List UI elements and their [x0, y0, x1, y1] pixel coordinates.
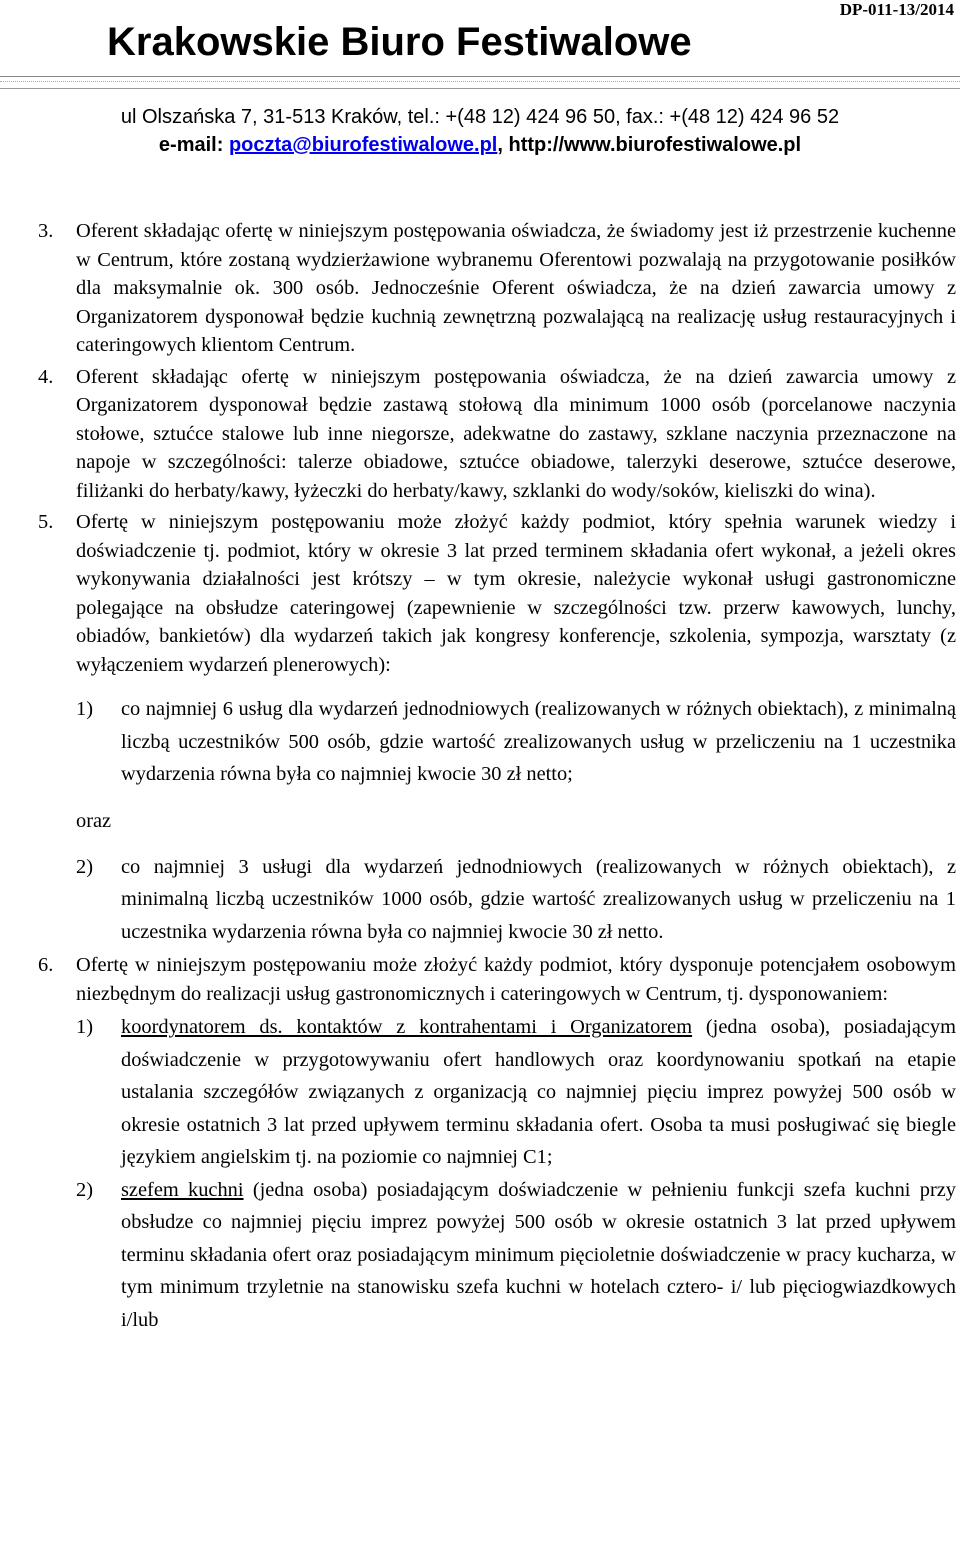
sub-item-number: 1)	[76, 1016, 93, 1038]
sub-item-text: co najmniej 3 usługi dla wydarzeń jednodniowych (realizowanych w różnych obiektach), z minimalną liczbą uczestników 1000 osób, gdzie wartość zrealizowanych usług w przeliczeniu na 1 uczestnika wydarzenia równa była co najmniej kwocie 30 zł netto.	[121, 855, 956, 943]
contact-line	[0, 134, 960, 157]
item-number: 5.	[38, 511, 54, 533]
sub-item	[76, 693, 956, 791]
header-divider	[0, 81, 960, 82]
list-item-3	[38, 217, 956, 360]
item-number: 3.	[38, 220, 54, 242]
organization-name: Krakowskie Biuro Festiwalowe	[107, 20, 692, 64]
website-text: http://www.biurofestiwalowe.pl	[508, 134, 802, 156]
item-number: 4.	[38, 365, 54, 388]
role-name: szefem kuchni	[121, 1178, 244, 1201]
header-divider	[0, 76, 960, 77]
sub-item-number: 2)	[76, 1178, 93, 1201]
sub-item-text: (jedna osoba), posiadającym doświadczenie w przygotowywaniu ofert handlowych oraz koordynowaniu spotkań na etapie ustalania szczegółów związanych z organizacją co najmniej pięciu imprez powyżej 500 osób w okresie ostatnich 3 lat przed upływem terminu składania ofert. Osoba ta musi posługiwać się biegle językiem angielskim tj. na poziomie co najmniej C1;	[121, 1016, 956, 1168]
connector-text: oraz	[76, 809, 112, 832]
document-code: DP-011-13/2014	[839, 0, 954, 19]
sub-item	[76, 1011, 956, 1174]
sub-item-number: 1)	[76, 698, 93, 720]
sub-item	[76, 1174, 956, 1337]
item-text: Oferent składając ofertę w niniejszym postępowania oświadcza, że świadomy jest iż przestrzenie kuchenne w Centrum, które zostaną wydzierżawione wybranemu Oferentowi pozwalają na przygotowanie posiłków dla maksymalnie ok. 300 osób. Jednocześnie Oferent oświadcza, że na dzień zawarcia umowy z Organizatorem dysponował będzie kuchnią zewnętrzną pozwalającą na realizację usług restauracyjnych i cateringowych klientom Centrum.	[76, 220, 956, 356]
item-text: Ofertę w niniejszym postępowaniu może złożyć każdy podmiot, który dysponuje potencjałem osobowym niezbędnym do realizacji usług gastronomicznych i cateringowych w Centrum, tj. dysponowaniem:	[76, 954, 956, 1005]
sub-item-text: co najmniej 6 usług dla wydarzeń jednodniowych (realizowanych w różnych obiektach), z minimalną liczbą uczestników 500 osób, gdzie wartość zrealizowanych usług w przeliczeniu na 1 uczestnika wydarzenia równa była co najmniej kwocie 30 zł netto;	[121, 698, 956, 785]
sub-item-text: (jedna osoba) posiadającym doświadczenie w pełnieniu funkcji szefa kuchni przy obsłudze co najmniej pięciu imprez powyżej 500 osób w okresie ostatnich 3 lat przed upływem terminu składania ofert oraz posiadającym minimum pięcioletnie doświadczenie w pracy kucharza, w tym minimum trzyletnie na stanowisku szefa kuchni w hotelach cztero- i/ lub pięciogwiazdkowych i/lub	[121, 1178, 956, 1331]
role-name: koordynatorem ds. kontaktów z kontrahentami i Organizatorem	[121, 1016, 693, 1038]
sub-item	[76, 851, 956, 949]
address-line: ul Olszańska 7, 31-513 Kraków, tel.: +(48 12) 424 96 50, fax.: +(48 12) 424 96 52	[120, 106, 840, 128]
header-divider	[0, 88, 960, 89]
document-body	[38, 217, 956, 1336]
sub-item-number: 2)	[76, 855, 93, 878]
item-number: 6.	[38, 954, 54, 976]
list-item-4	[38, 363, 956, 506]
email-label: e-mail:	[158, 134, 229, 156]
item-text: Oferent składając ofertę w niniejszym postępowania oświadcza, że na dzień zawarcia umowy z Organizatorem dysponował będzie zastawą stołową dla minimum 1000 osób (porcelanowe naczynia stołowe, sztućce stalowe lub inne niegorsze, adekwatne do zastawy, szklane naczynia przeznaczone na napoje w szczególności: talerze obiadowe, sztućce obiadowe, talerzyki deserowe, sztućce deserowe, filiżanki do herbaty/kawy, łyżeczki do herbaty/kawy, szklanki do wody/soków, kieliszki do wina).	[76, 365, 956, 502]
list-item-6	[38, 951, 956, 1336]
list-item-5	[38, 508, 956, 948]
website-separator: ,	[497, 134, 509, 156]
email-link[interactable]: poczta@biurofestiwalowe.pl	[228, 134, 498, 156]
item-text: Ofertę w niniejszym postępowaniu może złożyć każdy podmiot, który spełnia warunek wiedzy i doświadczenie tj. podmiot, który w okresie 3 lat przed terminem składania ofert wykonał, a jeżeli okres wykonywania działalności jest krótszy – w tym okresie, należycie wykonał usługi gastronomiczne polegające na obsłudze cateringowej (zapewnienie w szczególności tzw. przerw kawowych, lunchy, obiadów, bankietów) dla wydarzeń takich jak kongresy konferencje, szkolenia, sympozja, warsztaty (z wyłączeniem wydarzeń plenerowych):	[76, 511, 956, 676]
